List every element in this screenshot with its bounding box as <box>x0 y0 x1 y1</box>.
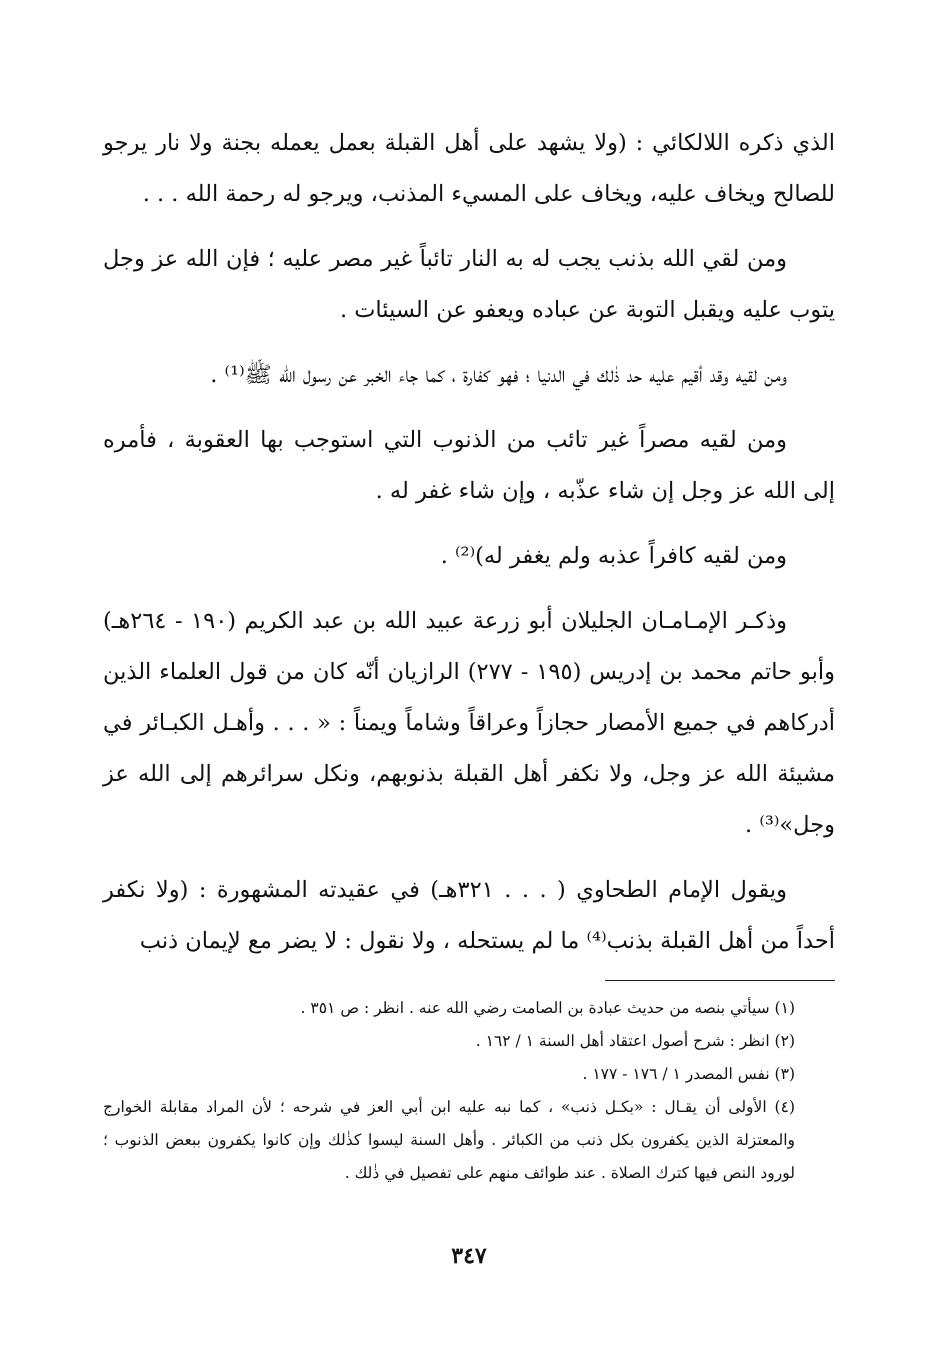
footnote-separator <box>605 980 835 981</box>
footnote-1: (١) سيأتي بنصه من حديث عبادة بن الصامت رضي الله عنه . انظر : ص ٣٥١ . <box>300 999 795 1017</box>
footnote-3: (٣) نفس المصدر ١ / ١٧٦ - ١٧٧ . <box>582 1065 795 1083</box>
page-number: ٣٤٧ <box>451 1243 487 1269</box>
main-text <box>103 118 835 981</box>
footnotes <box>103 992 835 1190</box>
paragraph-1: الذي ذكره اللالكائي : (ولا يشهد على أهل القبلة بعمل يعمله بجنة ولا نار يرجو للصالح ويخاف عليه، ويخاف على المسيء المذنب، ويرجو له رحمة الله . . . <box>103 130 835 207</box>
paragraph-7: ويقول الإمام الطحاوي ( . . . ٣٢١هـ) في عقيدته المشهورة : (ولا نكفر أحداً من أهل القبلة بذنب⁽⁴⁾ ما لم يستحله ، ولا نقول : لا يضر مع لإيمان ذنب <box>103 877 835 954</box>
paragraph-6: وذكـر الإمـامـان الجليلان أبو زرعة عبيد الله بن عبد الكريم (١٩٠ - ٢٦٤هـ) وأبو حاتم محمد بن إدريس (١٩٥ - ٢٧٧) الرازيان أنّه كان من قول العلماء الذين أدركاهم في جميع الأمصار حجازاً وعراقاً وشاماً ويمناً : « . . . وأهـل الكبـائر في مشيئة الله عز وجل، ولا نكفر أهل القبلة بذنوبهم، ونكل سرائرهم إلى الله عز وجل»⁽³⁾ . <box>103 608 835 838</box>
footnote-2: (٢) انظر : شرح أصول اعتقاد أهل السنة ١ / ١٦٢ . <box>475 1032 795 1050</box>
paragraph-2: ومن لقي الله بذنب يجب له به النار تائباً غير مصر عليه ؛ فإن الله عز وجل يتوب عليه ويقبل التوبة عن عباده ويعفو عن السيئات . <box>103 246 835 323</box>
paragraph-3: ومن لقيه وقد أقيم عليه حد ذٰلك في الدنيا ؛ فهو كفارة ، كما جاء الخبر عن رسول الله ﷺ⁽¹⁾ . <box>210 362 787 388</box>
paragraph-5: ومن لقيه كافراً عذبه ولم يغفر له)⁽²⁾ . <box>440 543 787 569</box>
footnote-4: (٤) الأولى أن يقـال : «بكـل ذنب» ، كما نبه عليه ابن أبي العز في شرحه ؛ لأن المراد مقابلة الخوارج والمعتزلة الذين يكفرون بكل ذنب من الكبائر . وأهل السنة ليسوا كذٰلك وإن كانوا يكفرون ببعض الذنوب ؛ لورود النص فيها كترك الصلاة . عند طوائف منهم على تفصيل في ذٰلك . <box>103 1098 795 1182</box>
paragraph-4: ومن لقيه مصراً غير تائب من الذنوب التي استوجب بها العقوبة ، فأمره إلى الله عز وجل إن شاء عذّبه ، وإن شاء غفر له . <box>103 427 835 504</box>
